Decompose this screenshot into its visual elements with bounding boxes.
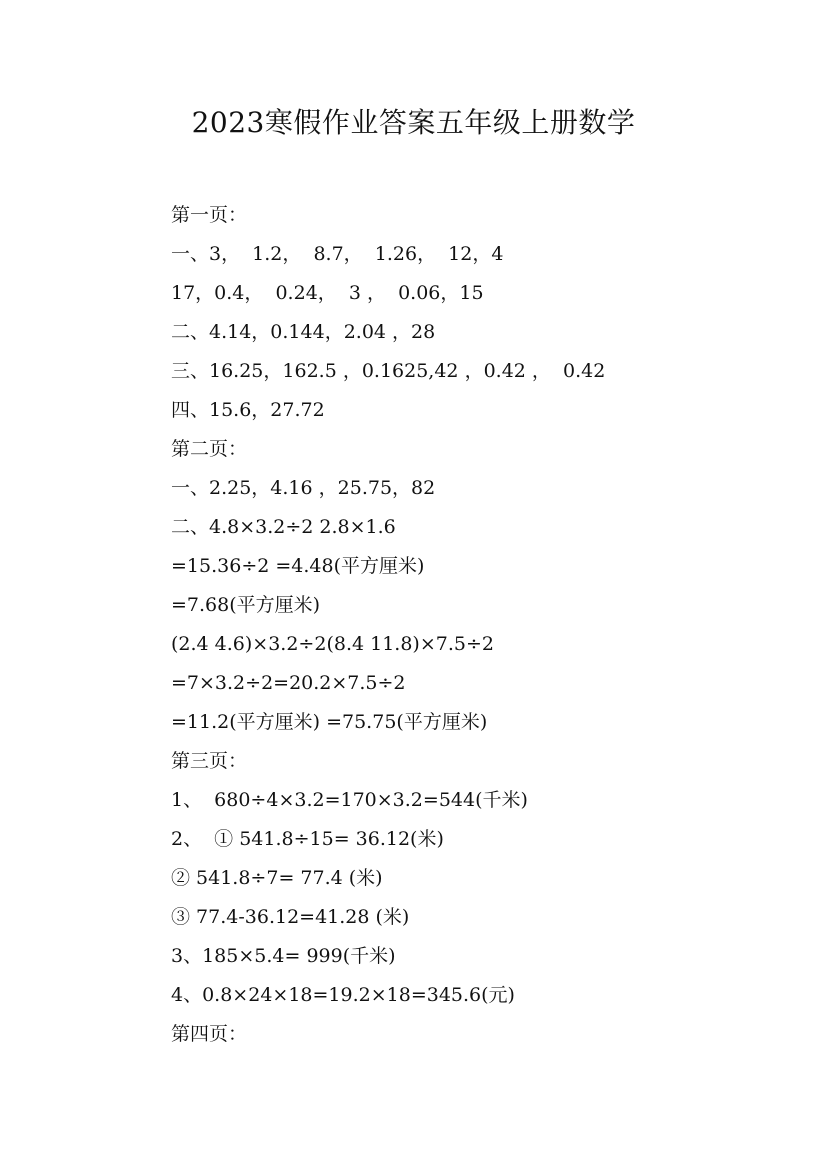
answer-line: 二、4.14，0.144，2.04 ，28 — [171, 321, 436, 343]
answer-line: 2、 ① 541.8÷15= 36.12(米) — [171, 828, 444, 850]
section-heading-page-1: 第一页： — [171, 204, 248, 226]
answer-line: ③ 77.4-36.12=41.28 (米) — [171, 906, 410, 928]
answer-line: 3、185×5.4= 999(千米) — [171, 945, 396, 967]
answer-line: ② 541.8÷7= 77.4 (米) — [171, 867, 383, 889]
answer-line: =7×3.2÷2=20.2×7.5÷2 — [171, 672, 406, 694]
answer-line: =11.2(平方厘米) =75.75(平方厘米) — [171, 711, 488, 733]
section-heading-page-3: 第三页： — [171, 750, 248, 772]
answer-line: 17，0.4， 0.24， 3 ， 0.06，15 — [171, 282, 484, 304]
answer-line: 二、4.8×3.2÷2 2.8×1.6 — [171, 516, 396, 538]
answer-line: 四、15.6，27.72 — [171, 399, 325, 421]
section-heading-page-2: 第二页： — [171, 438, 248, 460]
answer-line: 4、0.8×24×18=19.2×18=345.6(元) — [171, 984, 515, 1006]
answer-line: =15.36÷2 =4.48(平方厘米) — [171, 555, 425, 577]
answer-line: =7.68(平方厘米) — [171, 594, 321, 616]
answer-line: (2.4 4.6)×3.2÷2(8.4 11.8)×7.5÷2 — [171, 633, 494, 655]
document-title: 2023寒假作业答案五年级上册数学 — [191, 106, 636, 139]
answer-line: 一、3， 1.2， 8.7， 1.26， 12，4 — [171, 243, 504, 265]
answer-line: 一、2.25，4.16 ，25.75，82 — [171, 477, 436, 499]
section-heading-page-4: 第四页： — [171, 1023, 248, 1045]
answer-line: 三、16.25，162.5 ，0.1625,42 ，0.42 ， 0.42 — [171, 360, 606, 382]
answer-line: 1、 680÷4×3.2=170×3.2=544(千米) — [171, 789, 528, 811]
answer-content — [171, 196, 791, 1054]
